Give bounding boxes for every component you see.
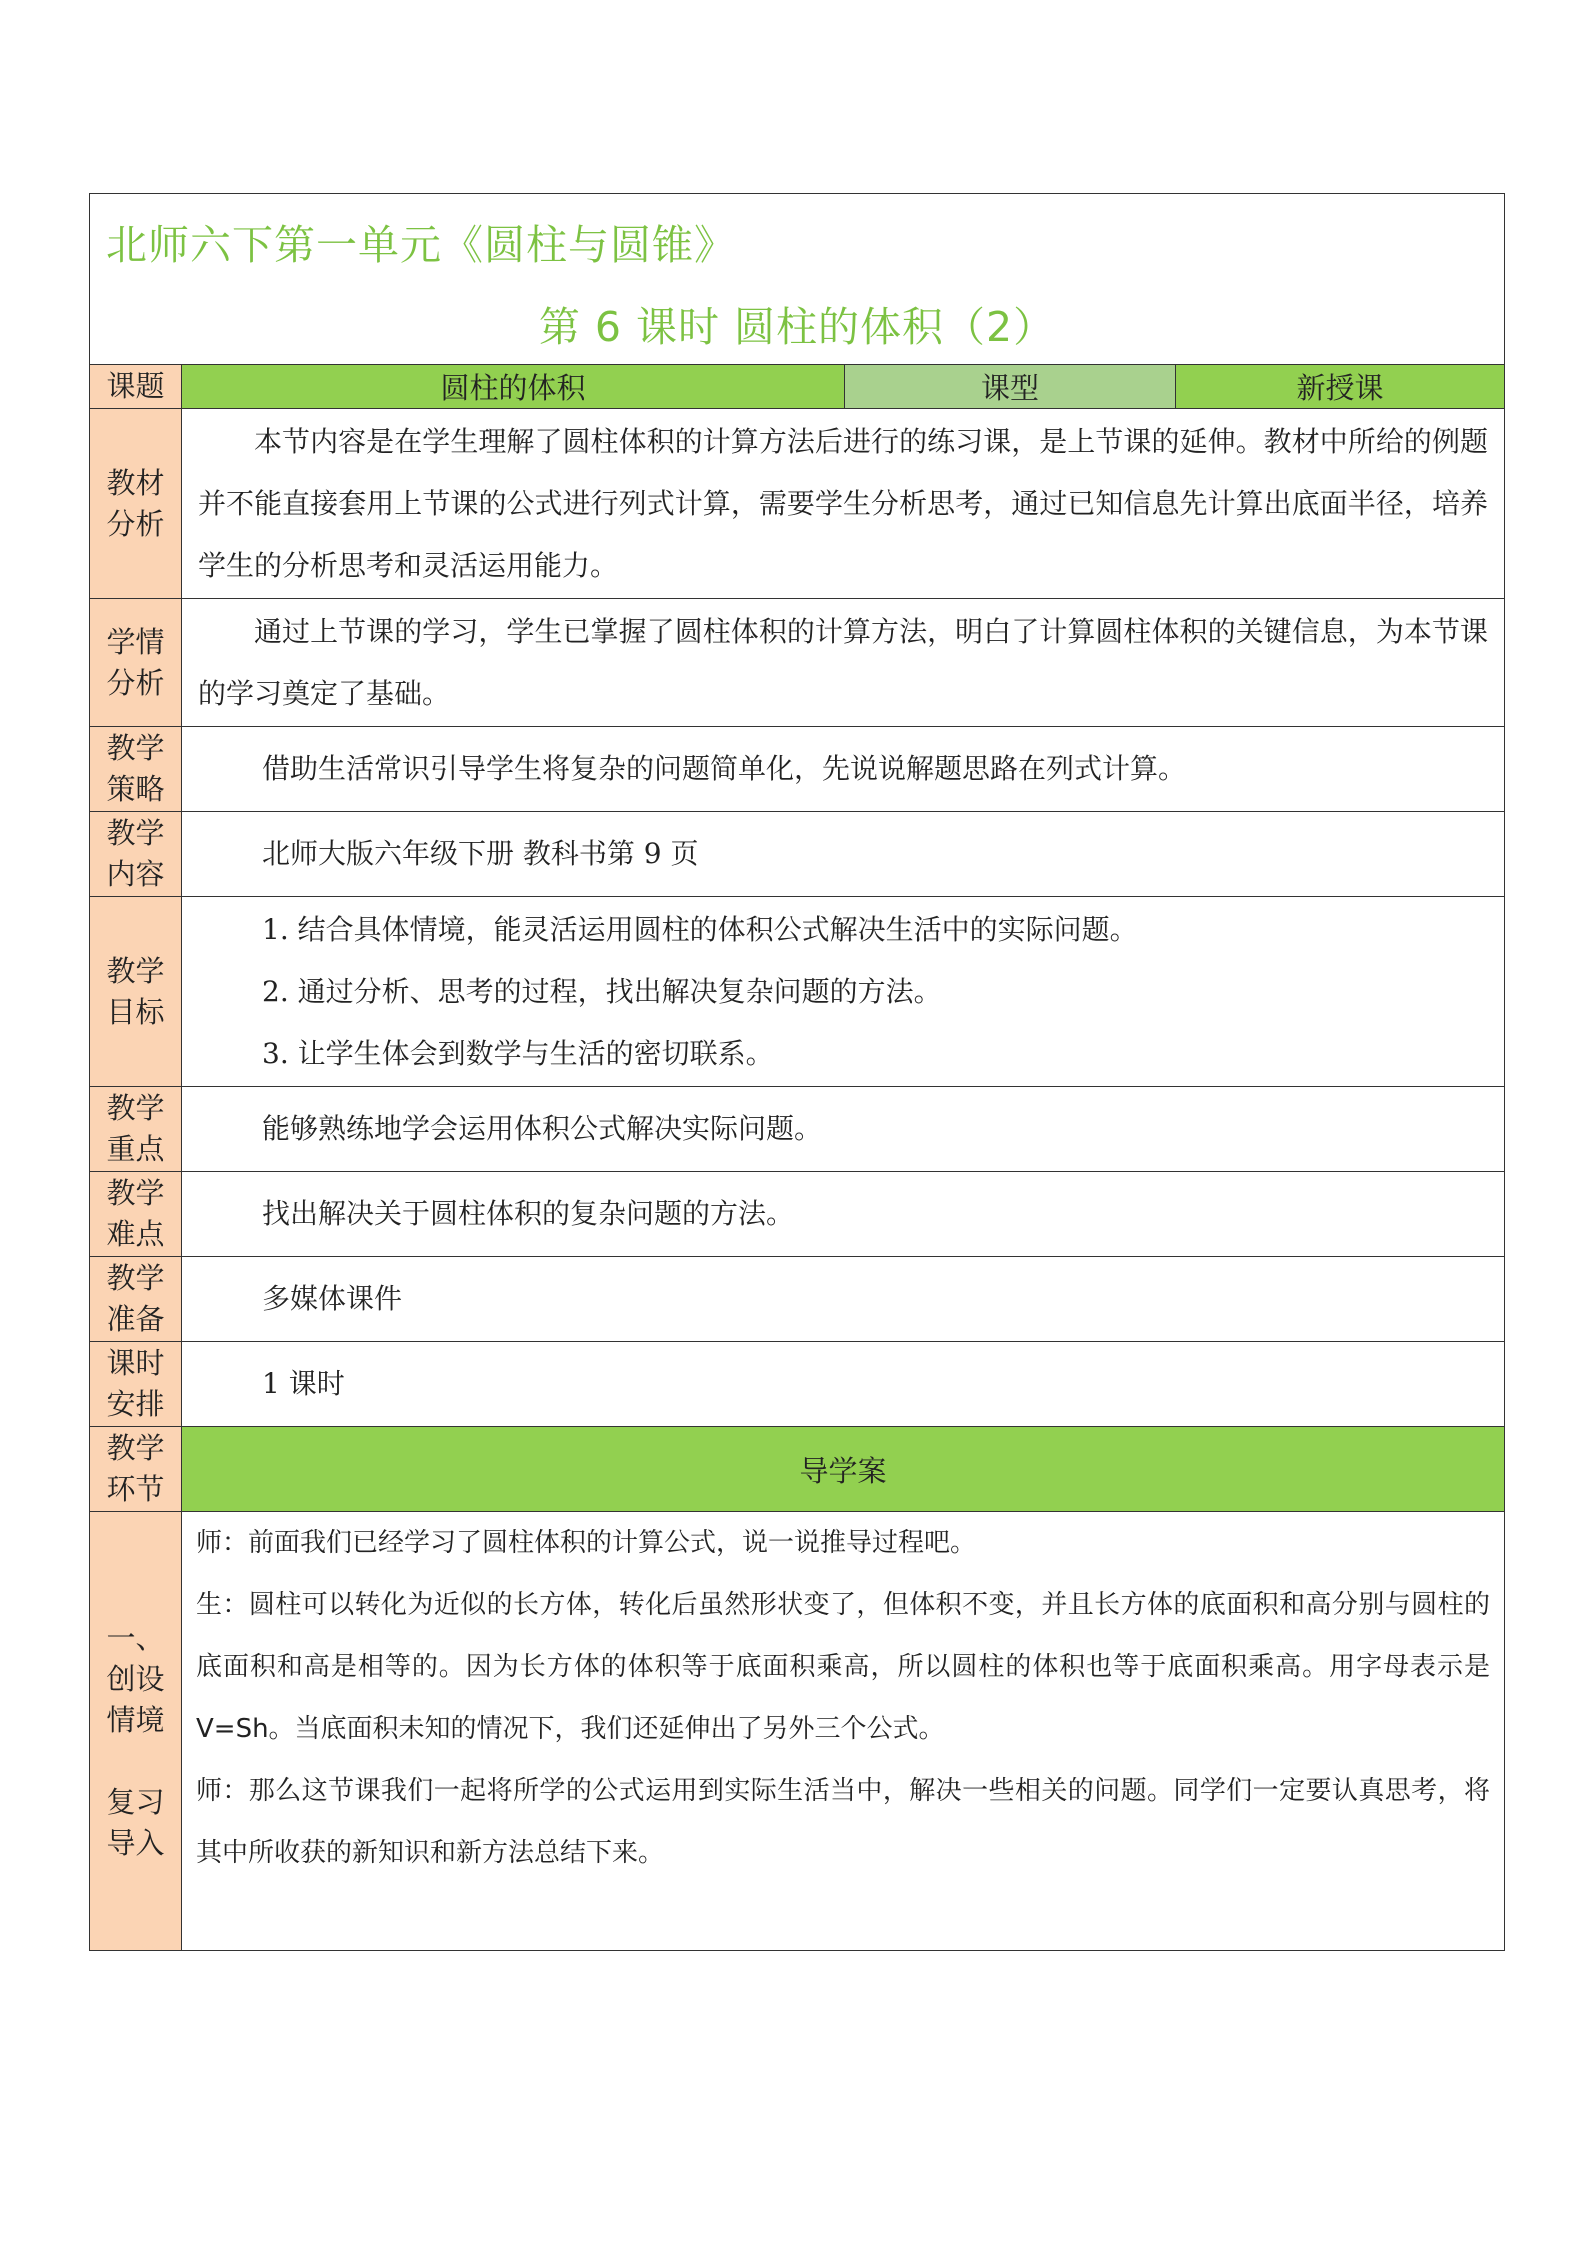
intro-label: [90, 1512, 182, 1950]
teaching-content-label: [90, 812, 182, 896]
difficulty-text: 找出解决关于圆柱体积的复杂问题的方法。: [262, 1197, 795, 1230]
schedule-text: 1 课时: [262, 1367, 345, 1400]
strategy-row: [90, 727, 1504, 812]
key-point-label: [90, 1087, 182, 1171]
student-dialogue: 生：圆柱可以转化为近似的长方体，转化后虽然形状变了，但体积不变，并且长方体的底面积和高分别与圆柱的底面积和高是相等的。因为长方体的体积等于底面积乘高，所以圆柱的体积也等于底面积乘高。用字母表示是 V=Sh。当底面积未知的情况下，我们还延伸出了另外三个公式。: [196, 1590, 1490, 1744]
student-analysis-text: 通过上节课的学习，学生已掌握了圆柱体积的计算方法，明白了计算圆柱体积的关键信息，为本节课的学习奠定了基础。: [198, 614, 1488, 710]
difficulty-label: [90, 1172, 182, 1256]
goal-item: 2. 通过分析、思考的过程，找出解决复杂问题的方法。: [262, 974, 942, 1008]
type-value: 新授课: [1176, 365, 1504, 408]
student-analysis-row: [90, 599, 1504, 727]
lesson-title: 第 6 课时 圆柱的体积（2）: [538, 303, 1056, 351]
label-line: 教学: [106, 1091, 165, 1125]
label-line: 教学: [106, 953, 165, 988]
series-title: 北师六下第一单元《圆柱与圆锥》: [106, 221, 736, 269]
label-line: 重点: [106, 1132, 165, 1166]
schedule-label: [90, 1342, 182, 1426]
goals-row: [90, 897, 1504, 1087]
label-line: 学情: [106, 624, 165, 659]
teaching-content-content: [182, 812, 1504, 896]
preparation-text: 多媒体课件: [262, 1282, 403, 1315]
label-line: 情境: [106, 1703, 165, 1737]
material-analysis-content: [182, 409, 1504, 598]
label-line: 教学: [106, 1176, 165, 1210]
guide-plan-header: 导学案: [182, 1427, 1504, 1511]
label-line: 环节: [106, 1472, 165, 1506]
teaching-content-text: 北师大版六年级下册 教科书第 9 页: [262, 837, 699, 870]
student-analysis-label: [90, 599, 182, 726]
key-point-content: [182, 1087, 1504, 1171]
label-line: 教材: [106, 465, 165, 500]
material-analysis-text: 本节内容是在学生理解了圆柱体积的计算方法后进行的练习课，是上节课的延伸。教材中所给的例题并不能直接套用上节课的公式进行列式计算，需要学生分析思考，通过已知信息先计算出底面半径，培养学生的分析思考和灵活运用能力。: [198, 424, 1488, 582]
goals-label: [90, 897, 182, 1086]
process-row: [90, 1427, 1504, 1512]
key-point-text: 能够熟练地学会运用体积公式解决实际问题。: [262, 1112, 823, 1145]
material-analysis-label: [90, 409, 182, 598]
label-line: 目标: [106, 994, 165, 1029]
intro-content: [182, 1512, 1504, 1950]
goal-item: 1. 结合具体情境，能灵活运用圆柱的体积公式解决生活中的实际问题。: [262, 912, 1138, 946]
label-line: 分析: [106, 506, 165, 541]
goals-content: [182, 897, 1504, 1086]
strategy-text: 借助生活常识引导学生将复杂的问题简单化，先说说解题思路在列式计算。: [262, 752, 1187, 785]
label-line: 教学: [106, 731, 165, 765]
schedule-row: [90, 1342, 1504, 1427]
preparation-content: [182, 1257, 1504, 1341]
student-analysis-content: [182, 599, 1504, 726]
material-analysis-row: [90, 409, 1504, 599]
lesson-plan-table: [89, 193, 1505, 1951]
title-block: [90, 194, 1504, 365]
label-line: 教学: [106, 1261, 165, 1295]
difficulty-content: [182, 1172, 1504, 1256]
label-line: 教学: [106, 816, 165, 850]
teaching-content-row: [90, 812, 1504, 897]
key-point-row: [90, 1087, 1504, 1172]
type-label: 课型: [845, 365, 1176, 408]
label-line: 准备: [106, 1302, 165, 1336]
label-line: 复习: [106, 1785, 165, 1819]
label-line: 创设: [106, 1662, 165, 1696]
teacher-dialogue: 师：那么这节课我们一起将所学的公式运用到实际生活当中，解决一些相关的问题。同学们一定要认真思考，将其中所收获的新知识和新方法总结下来。: [196, 1776, 1490, 1868]
topic-label: 课题: [90, 365, 182, 408]
schedule-content: [182, 1342, 1504, 1426]
intro-row: [90, 1512, 1504, 1950]
label-line: 一、: [106, 1621, 165, 1655]
strategy-label: [90, 727, 182, 811]
process-label: [90, 1427, 182, 1511]
label-line: 课时: [106, 1346, 165, 1380]
label-line: 安排: [106, 1387, 165, 1421]
difficulty-row: [90, 1172, 1504, 1257]
strategy-content: [182, 727, 1504, 811]
label-line: 策略: [106, 772, 165, 806]
preparation-label: [90, 1257, 182, 1341]
topic-row: [90, 365, 1504, 409]
preparation-row: [90, 1257, 1504, 1342]
teacher-dialogue: 师：前面我们已经学习了圆柱体积的计算公式，说一说推导过程吧。: [196, 1528, 977, 1558]
label-line: 分析: [106, 665, 165, 700]
label-line: 教学: [106, 1431, 165, 1465]
topic-value: 圆柱的体积: [182, 365, 845, 408]
goal-item: 3. 让学生体会到数学与生活的密切联系。: [262, 1036, 774, 1070]
label-line: 导入: [106, 1826, 165, 1860]
label-line: 难点: [106, 1217, 165, 1251]
label-line: 内容: [106, 857, 165, 891]
